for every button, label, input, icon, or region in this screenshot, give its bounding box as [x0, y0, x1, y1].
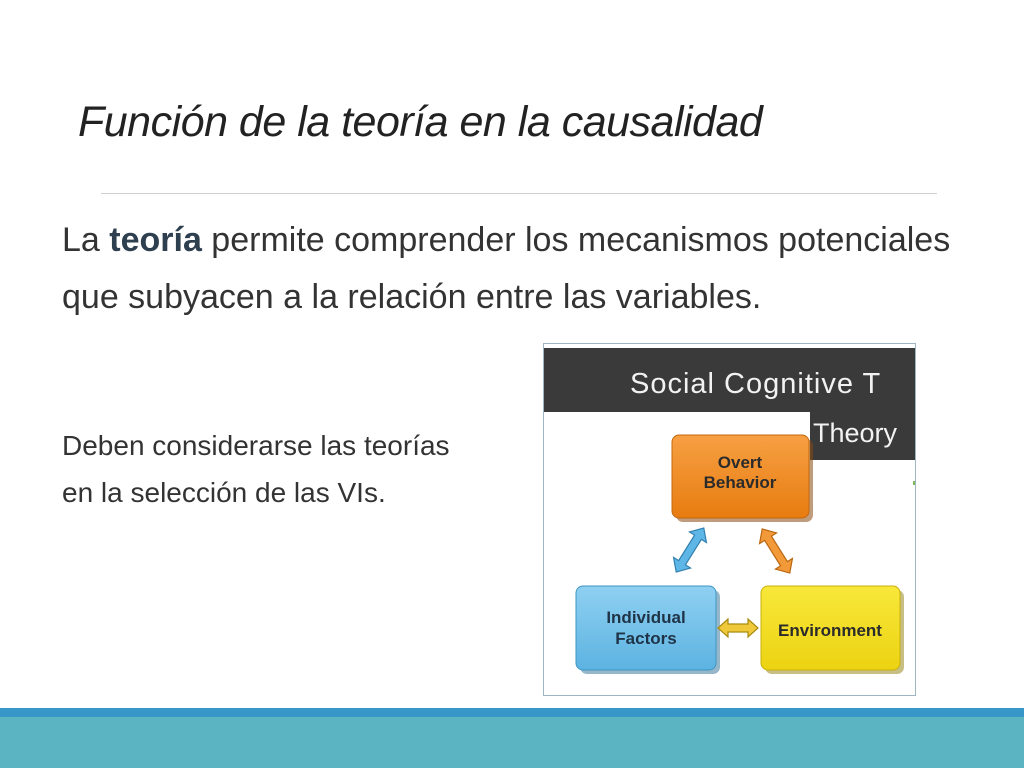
individual-label-2: Factors	[615, 629, 677, 648]
sub-paragraph: Deben considerarse las teorías en la selección de las VIs.	[62, 430, 450, 508]
individual-label-1: Individual	[606, 608, 686, 627]
figure-header-subtitle: Theory	[813, 418, 898, 448]
figure-canvas	[544, 344, 915, 695]
body-suffix: permite comprender los mecanismos potenciales que subyacen a la relación entre las variables.	[62, 221, 951, 316]
figure-header-title: Social Cognitive T	[630, 368, 882, 400]
title-divider	[101, 193, 937, 194]
green-mark	[913, 481, 915, 485]
body-keyword: teoría	[109, 221, 202, 259]
overt-label-1: Overt	[717, 453, 763, 472]
footer-band	[0, 717, 1024, 768]
body-paragraph	[62, 212, 962, 326]
arrow-individual-environment	[718, 619, 758, 637]
body-prefix: La	[62, 221, 110, 259]
overt-label-2: Behavior	[703, 473, 777, 492]
environment-label: Environment	[778, 621, 882, 640]
arrow-overt-environment	[754, 524, 799, 579]
slide-title: Función de la teoría en la causalidad	[78, 98, 763, 146]
individual-factors-box	[576, 586, 716, 670]
arrow-individual-overt	[668, 523, 713, 578]
social-cognitive-theory-figure	[543, 343, 916, 696]
footer-accent-line	[0, 708, 1024, 717]
